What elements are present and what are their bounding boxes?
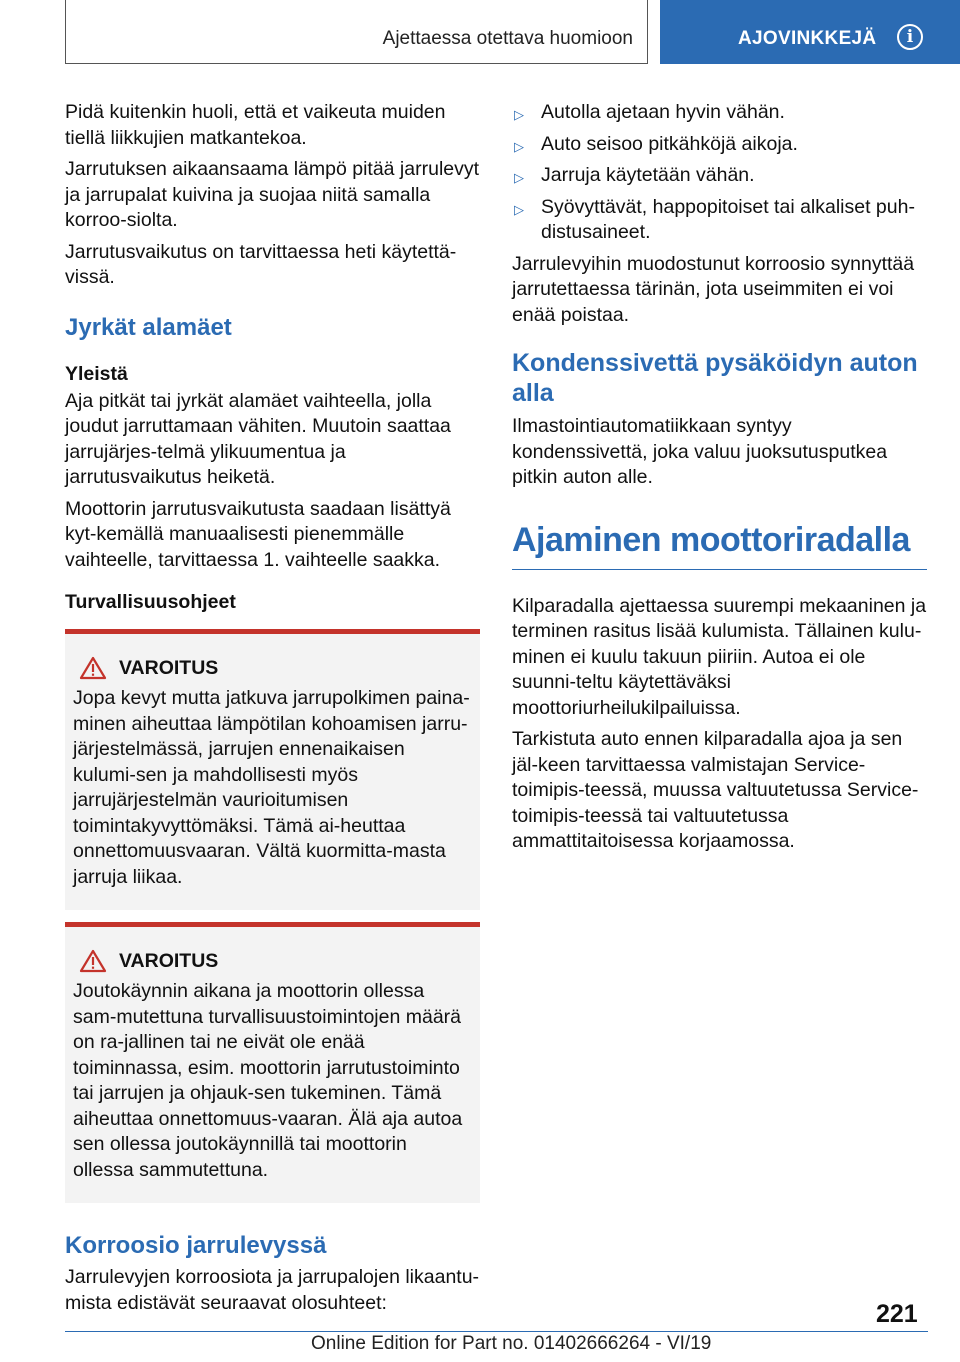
subheading-safety: Turvallisuusohjeet — [65, 591, 236, 613]
warning-triangle-icon — [79, 656, 107, 680]
corrosion-paragraph: Jarrulevyjen korroosiota ja jarrupalojen likaantu-mista edistävät seuraavat olosuhteet: — [65, 1266, 480, 1314]
corrosion-note: Jarrulevyihin muodostunut korroosio synnyttää jarrutettaessa tärinän, jota useimmiten ei voi enää poistaa. — [512, 252, 915, 326]
list-item: ▷ Auto seisoo pitkähköjä aikoja. — [512, 132, 927, 158]
header-section-label: AJOVINKKEJÄ — [738, 28, 877, 49]
list-item: ▷ Jarruja käytetään vähän. — [512, 163, 927, 189]
intro-paragraph: Jarrutusvaikutus on tarvittaessa heti käytettä-vissä. — [65, 240, 457, 288]
warning-title: VAROITUS — [119, 949, 219, 972]
section-heading-corrosion: Korroosio jarrulevyssä — [65, 1232, 327, 1259]
warning-box — [65, 922, 480, 1203]
triangle-bullet-icon: ▷ — [514, 201, 524, 217]
list-item: ▷ Syövyttävät, happopitoiset tai alkaliset puh-distusaineet. — [514, 195, 915, 243]
track-paragraph: Kilparadalla ajettaessa suurempi mekaaninen ja terminen rasitus lisää kulumista. Tällainen kulu-minen ei kuulu takuun piiriin. Autoa ei ole suunni-teltu käytettäväksi moottoriurheilukilpailuissa. — [512, 594, 927, 719]
left-column — [65, 100, 480, 1322]
footer-divider — [65, 1331, 928, 1332]
warning-box — [65, 629, 480, 910]
warning-title: VAROITUS — [119, 656, 219, 679]
section-heading-condensation: Kondenssivettä pysäköidyn auton alla — [512, 349, 918, 407]
header-section-tab[interactable] — [660, 0, 960, 64]
condition-list — [512, 100, 927, 246]
intro-paragraph: Pidä kuitenkin huoli, että et vaikeuta muiden tiellä liikkujien matkantekoa. — [65, 101, 446, 149]
general-paragraph: Aja pitkät tai jyrkät alamäet vaihteella, jolla joudut jarruttamaan vähiten. Muutoin saattaa jarrujärjes-telmä ylikuumentua ja jarrutusvaikutus heiketä. — [65, 389, 451, 488]
subheading-general: Yleistä — [65, 362, 128, 385]
track-paragraph: Tarkistuta auto ennen kilparadalla ajoa ja sen jäl-keen tarvittaessa valmistajan Service-toimipis-teessä, muussa valtuutetussa Service-toimipis-teessä tai valtuutetussa ammattitaitoisessa korjaamossa. — [512, 728, 919, 852]
list-item: ▷ Autolla ajetaan hyvin vähän. — [512, 100, 927, 126]
warning-text: Jopa kevyt mutta jatkuva jarrupolkimen paina-minen aiheuttaa lämpötilan kohoamisen jarru-järjestelmässä, jarrujen ennenaikaisen kulumi-sen ja mahdollisesti myös jarrujärjestelmän vaurioitumisen toimintakyvyttömäksi. Tämä ai-heuttaa onnettomuusvaaran. Vältä kuormitta-masta jarruja liikaa. — [73, 687, 470, 888]
section-heading-steep: Jyrkät alamäet — [65, 313, 232, 341]
warning-text: Joutokäynnin aikana ja moottorin ollessa sam-mutettuna turvallisuustoimintojen määrä on ra-jallinen tai ne eivät ole enää toiminnassa, esim. moottorin jarrutustoiminto tai jarrujen ja ohjauk-sen tukeminen. Tämä aiheuttaa onnettomuus-vaaran. Älä aja autoa sen ollessa joutokäynnillä tai moottorin ollessa sammutettuna. — [73, 980, 463, 1181]
page-number: 221 — [876, 1300, 918, 1328]
triangle-bullet-icon: ▷ — [514, 138, 524, 154]
general-paragraph: Moottorin jarrutusvaikutusta saadaan lisättyä kyt-kemällä manuaalisesti pienemmälle vaihteelle, tarvittaessa 1. vaihteelle saakka. — [65, 497, 451, 571]
intro-paragraph: Jarrutuksen aikaansaama lämpö pitää jarrulevyt ja jarrupalat kuivina ja suojaa niitä samalla korroo-siolta. — [65, 158, 480, 231]
condensation-paragraph: Ilmastointiautomatiikkaan syntyy kondenssivettä, joka valuu juoksutusputkea pitkin auton alle. — [512, 415, 888, 488]
right-column — [512, 100, 927, 861]
header-title-box — [65, 0, 648, 64]
info-icon[interactable]: i — [897, 24, 923, 50]
warning-triangle-icon — [79, 949, 107, 973]
footer-edition: Online Edition for Part no. 01402666264 - VI/19 — [311, 1333, 712, 1354]
header-title: Ajettaessa otettava huomioon — [382, 28, 633, 49]
triangle-bullet-icon: ▷ — [514, 170, 524, 185]
chapter-heading-track: Ajaminen moottoriradalla — [512, 519, 927, 570]
triangle-bullet-icon: ▷ — [514, 107, 524, 122]
